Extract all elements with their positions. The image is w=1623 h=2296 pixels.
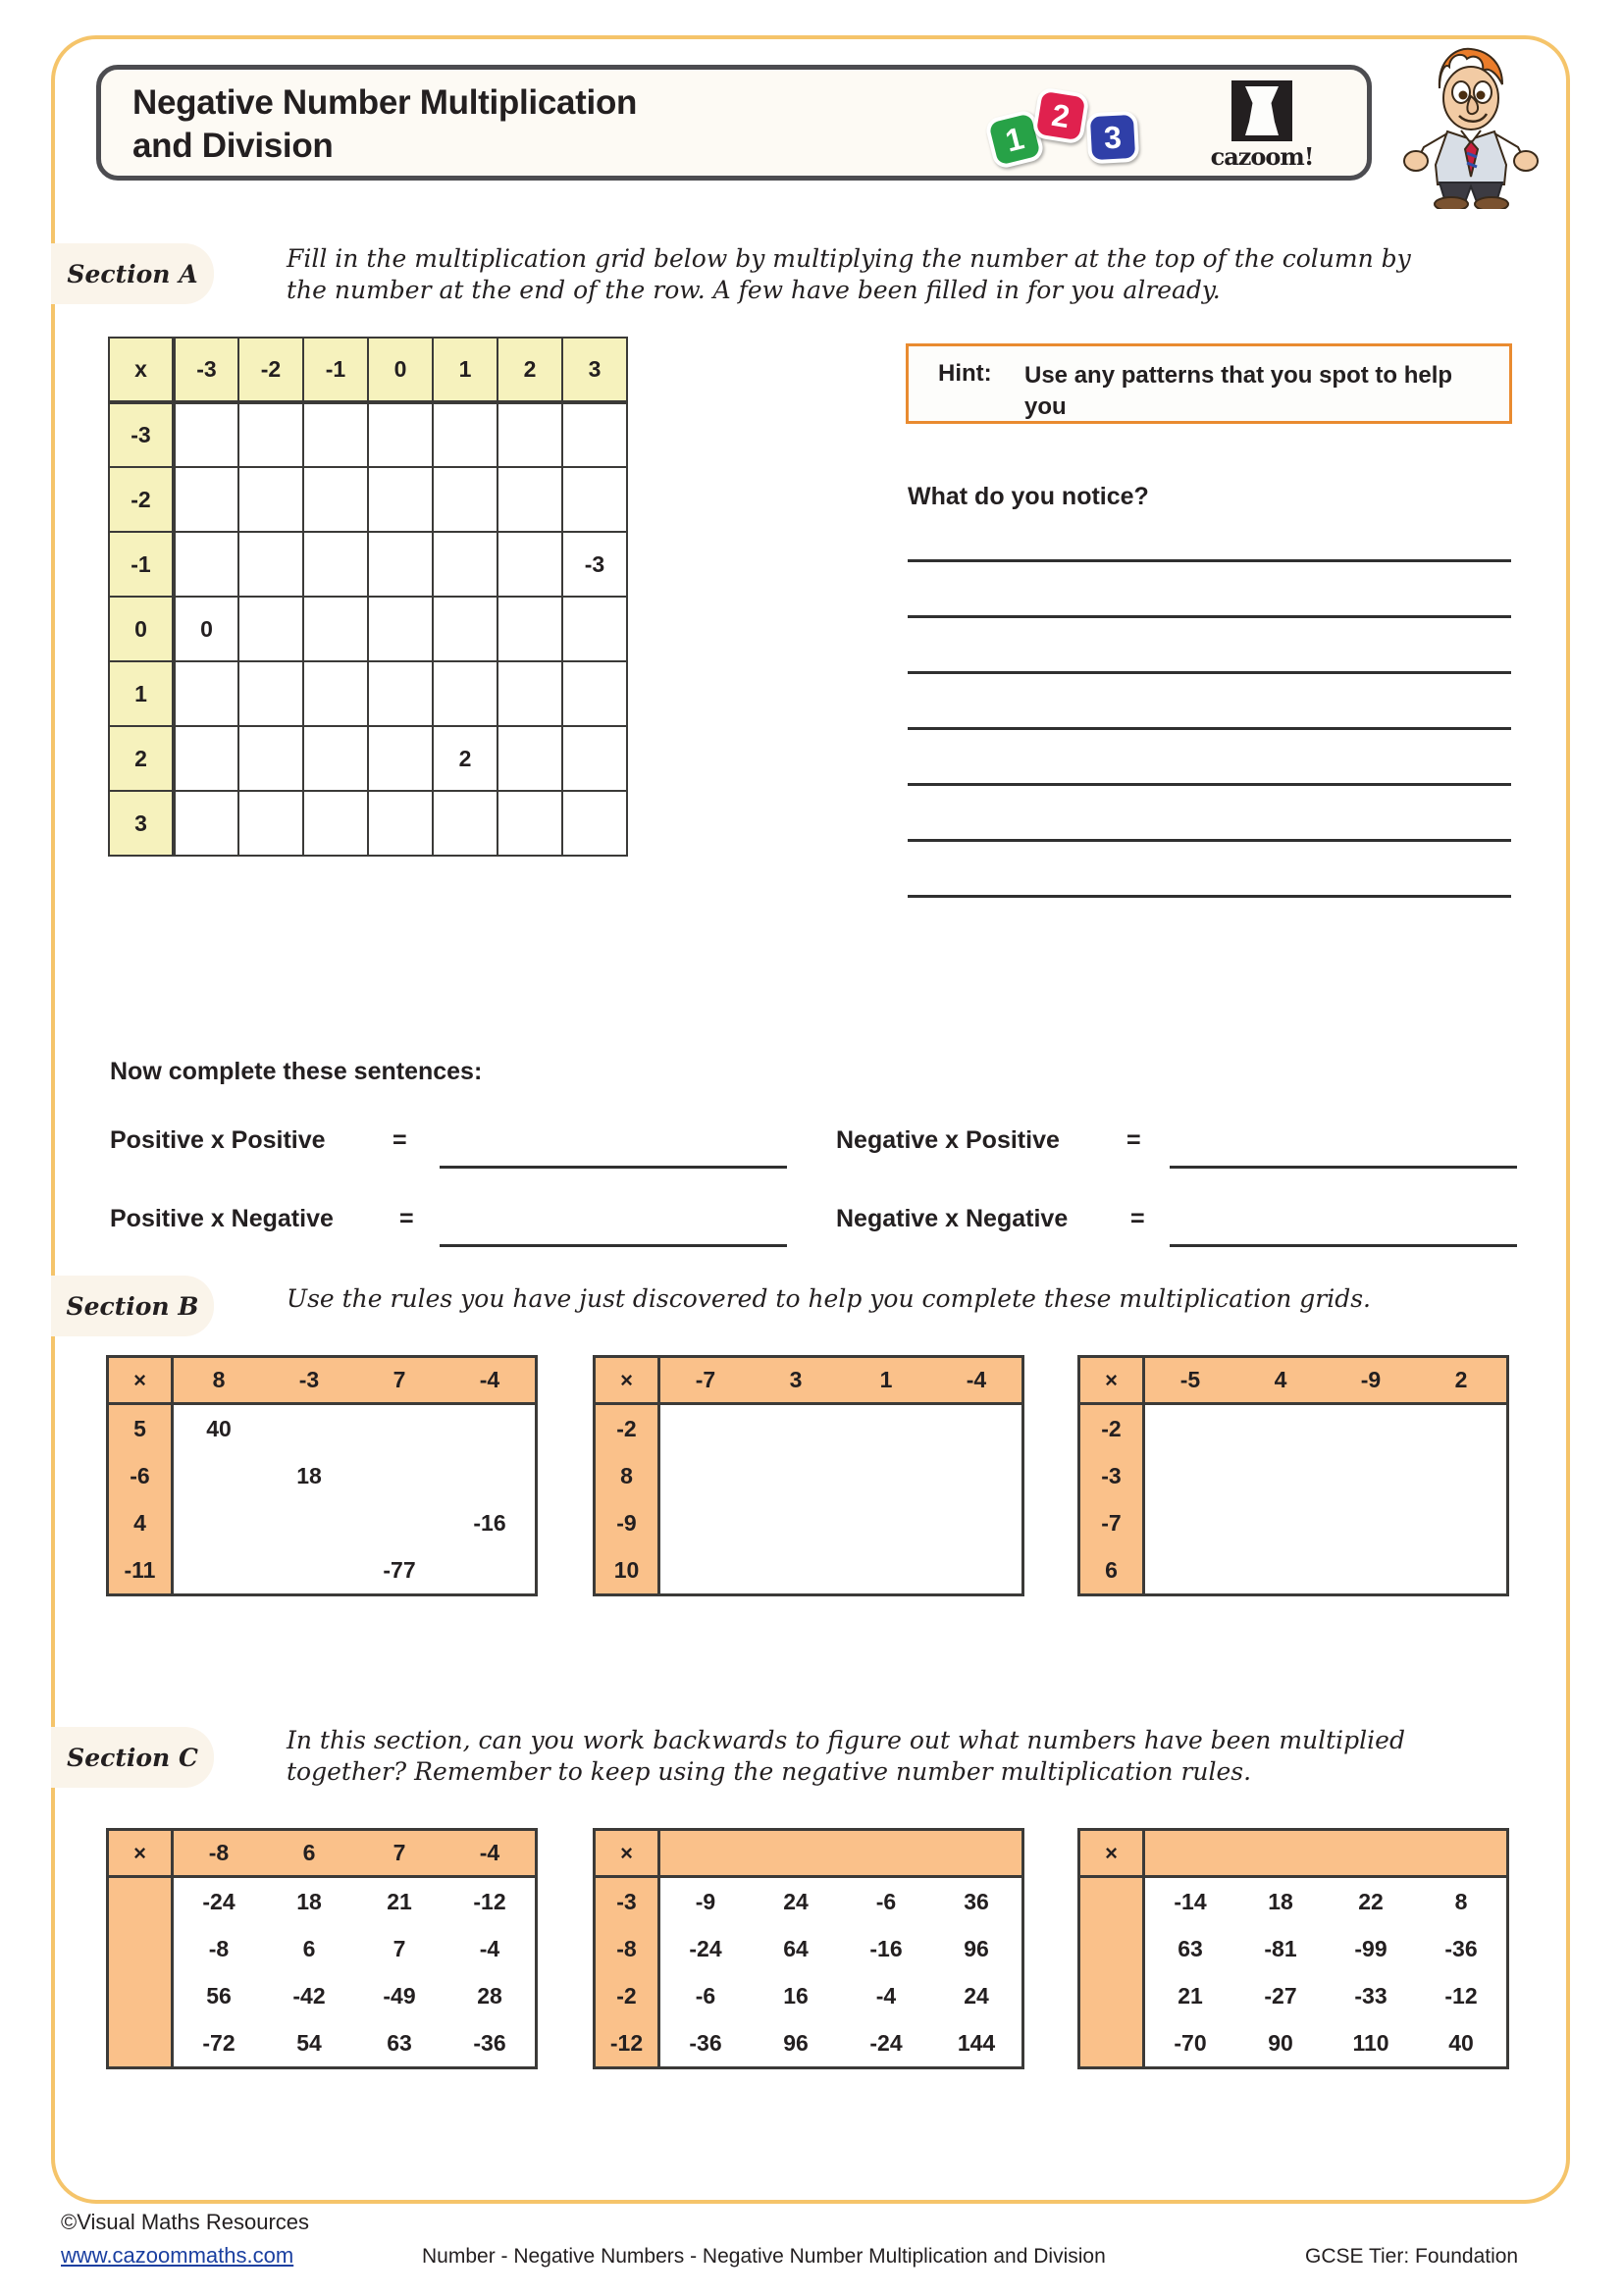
grid-cell-5-3[interactable] [368,726,433,791]
section-c-grid-1-cell-1-2[interactable]: 7 [393,1935,406,1961]
section-b-grid-3-row-header-2[interactable]: -7 [1101,1509,1122,1536]
section-b-grid-1-row-header-1[interactable]: -6 [130,1462,150,1488]
section-c-grid-3-cell-0-0[interactable]: -14 [1174,1888,1207,1914]
section-b-grid-1-cell-2-2[interactable] [354,1499,445,1546]
footer-breadcrumb: Number - Negative Numbers - Negative Number Multiplication and Division [422,2245,1106,2268]
section-c-grid-1-cell-2-0[interactable]: 56 [206,1982,232,2009]
grid-row-header-2: -1 [109,532,174,597]
section-b-grid-2-cell-2-0[interactable] [660,1499,751,1546]
footer [0,2210,1623,2296]
section-a-multiplication-grid[interactable] [108,337,628,857]
sentence-input-neg-neg[interactable] [1170,1244,1517,1247]
grid-cell-0-3[interactable] [368,402,433,467]
section-c-grid-3-row-header-0[interactable] [1080,1878,1142,1925]
grid-cell-5-2[interactable] [303,726,368,791]
grid-cell-2-0[interactable] [174,532,238,597]
section-c-grid-1-cell-3-2[interactable]: 63 [387,2029,412,2056]
sentence-equals-pos-pos: = [393,1126,407,1154]
section-c-grid-1-cell-2-2[interactable]: -49 [383,1982,416,2009]
sentence-input-pos-pos[interactable] [440,1166,787,1169]
grid-cell-0-5[interactable] [497,402,562,467]
grid-cell-6-4[interactable] [433,791,497,856]
section-b-grid-1-cell-3-2[interactable]: -77 [383,1556,416,1583]
section-c-grid-2-row-header-1[interactable]: -8 [616,1935,637,1961]
cazoom-wordmark: cazoom! [1210,142,1314,171]
grid-cell-0-6[interactable] [562,402,627,467]
section-c-grid-2-cell-1-0[interactable]: -24 [689,1935,722,1961]
grid-cell-3-6[interactable] [562,597,627,661]
grid-cell-5-6[interactable] [562,726,627,791]
section-b-grid-2-col-header-0[interactable]: -7 [695,1367,716,1392]
grid-row [109,791,627,856]
section-b-tab: Section B [51,1276,214,1336]
section-b-grid-3-row-header-0[interactable]: -2 [1101,1415,1122,1441]
grid-cell-2-5[interactable] [497,532,562,597]
section-c-grid-3-cell-3-3[interactable]: 40 [1448,2029,1474,2056]
section-c-grid-3-cell-1-2[interactable]: -99 [1354,1935,1387,1961]
section-c-grid-3-row [1145,2019,1506,2066]
grid-cell-4-6[interactable] [562,661,627,726]
section-b-grid-2-cell-2-1[interactable] [751,1499,841,1546]
grid-cell-3-4[interactable] [433,597,497,661]
section-c-instruction: In this section, can you work backwards to figure out what numbers have been multiplied together? Remember to keep using the negative number multiplication rules. [287,1726,1405,1786]
section-c-grid-1-row [174,1925,535,1972]
section-b-grid-2-cell-0-3[interactable] [931,1405,1021,1452]
sentence-label-neg-pos: Negative x Positive [836,1126,1060,1154]
section-b-grid-2-row [660,1405,1021,1452]
section-b-grid-3-row [1145,1546,1506,1593]
answer-line-3[interactable] [908,671,1511,674]
section-b-grid-2-col-header-3[interactable]: -4 [966,1367,987,1392]
section-c-grid-2-row-header-2[interactable]: -2 [616,1982,637,2009]
section-b-grid-1-cell-1-0[interactable] [174,1452,264,1499]
sentence-equals-pos-neg: = [399,1205,414,1232]
section-c-grid-1-col-header-1[interactable]: 6 [302,1840,316,1865]
section-b-grid-2-cell-0-2[interactable] [841,1405,931,1452]
grid-cell-1-2[interactable] [303,467,368,532]
grid-col-header-0: -3 [174,338,238,402]
section-c-grid-2-row [660,1972,1021,2019]
grid-row-header-0: -3 [109,402,174,467]
section-c-grid-3-corner: × [1080,1831,1145,1875]
section-b-grid-2-row-header-0[interactable]: -2 [616,1415,637,1441]
section-c-grid-1-row [174,1878,535,1925]
section-c-grid-1-cell-1-3[interactable]: -4 [479,1935,500,1961]
section-b-grid-3-cell-1-3[interactable] [1416,1452,1506,1499]
section-b-grid-1-col-header-3[interactable]: -4 [479,1367,500,1392]
section-c-grid-1-row [174,1972,535,2019]
section-c-grid-3-cell-1-3[interactable]: -36 [1444,1935,1478,1961]
footer-website-link[interactable]: www.cazoommaths.com [61,2243,294,2268]
grid-row [109,726,627,791]
section-c-grid-1-cell-0-2[interactable]: 21 [387,1888,412,1914]
section-b-grid-3-row [1145,1452,1506,1499]
grid-cell-4-3[interactable] [368,661,433,726]
section-b-grid-2-row [660,1499,1021,1546]
grid-corner: x [109,338,174,402]
grid-row [109,532,627,597]
grid-cell-2-1[interactable] [238,532,303,597]
section-c-grid-3-cell-1-0[interactable]: 63 [1178,1935,1203,1961]
grid-cell-0-1[interactable] [238,402,303,467]
section-b-grid-1-cell-3-3[interactable] [445,1546,535,1593]
section-b-instruction: Use the rules you have just discovered to help you complete these multiplication grids. [287,1284,1371,1313]
section-c-grid-3-row [1145,1972,1506,2019]
teacher-cartoon-icon [1398,37,1545,209]
section-b-grid-3-cell-1-0[interactable] [1145,1452,1235,1499]
section-b-grid-1-cell-2-3[interactable]: -16 [473,1509,506,1536]
grid-cell-4-2[interactable] [303,661,368,726]
section-b-grid-1-corner: × [109,1358,174,1402]
section-b-grid-1-cell-3-0[interactable] [174,1546,264,1593]
section-b-grid-3-row-header-3[interactable]: 6 [1105,1556,1118,1583]
section-b-grid-3-cell-3-2[interactable] [1326,1546,1416,1593]
section-b-grid-1-row [174,1452,535,1499]
grid-cell-1-3[interactable] [368,467,433,532]
section-b-grid-3-cell-0-1[interactable] [1235,1405,1326,1452]
hint-text: Use any patterns that you spot to help you [1024,362,1453,421]
grid-cell-5-4[interactable]: 2 [433,726,497,791]
grid-cell-6-0[interactable] [174,791,238,856]
sentence-equals-neg-pos: = [1126,1126,1141,1154]
section-b-grid-2-row-header-1[interactable]: 8 [620,1462,633,1488]
what-do-you-notice-question: What do you notice? [908,483,1149,510]
section-c-grid-3-row-header-1[interactable] [1080,1925,1142,1972]
section-b-grid-3-col-header-0[interactable]: -5 [1179,1367,1201,1392]
grid-cell-3-1[interactable] [238,597,303,661]
section-c-grid-3-cell-0-2[interactable]: 22 [1358,1888,1384,1914]
section-c-grid-3-cell-1-1[interactable]: -81 [1264,1935,1297,1961]
section-c-grid-2-col-header-0[interactable] [660,1831,751,1875]
sentence-label-pos-neg: Positive x Negative [110,1205,334,1232]
section-c-grid-3-row-header-3[interactable] [1080,2019,1142,2066]
section-b-grid-1-row-header-2[interactable]: 4 [133,1509,146,1536]
section-b-grid-2[interactable] [593,1355,1024,1596]
section-c-grid-3[interactable] [1077,1828,1509,2069]
grid-row-header-5: 2 [109,726,174,791]
section-c-grid-2-cell-2-1[interactable]: 16 [783,1982,809,2009]
section-b-grid-2-cell-3-1[interactable] [751,1546,841,1593]
section-b-grid-1-row [174,1405,535,1452]
grid-cell-6-2[interactable] [303,791,368,856]
section-c-grid-2-col-header-3[interactable] [931,1831,1021,1875]
footer-tier: GCSE Tier: Foundation [1305,2245,1519,2268]
section-c-grid-2-cell-3-1[interactable]: 96 [783,2029,809,2056]
section-b-grid-2-cell-1-1[interactable] [751,1452,841,1499]
block-three-icon: 3 [1086,111,1140,165]
section-c-grid-1-cell-0-1[interactable]: 18 [296,1888,322,1914]
sentence-input-neg-pos[interactable] [1170,1166,1517,1169]
section-b-grid-1-col-header-2[interactable]: 7 [393,1367,406,1392]
section-c-grid-1-cell-1-0[interactable]: -8 [208,1935,230,1961]
section-b-grid-3-row [1145,1405,1506,1452]
section-b-grid-3[interactable] [1077,1355,1509,1596]
answer-line-1[interactable] [908,559,1511,562]
section-c-grid-1-row-header-0[interactable] [109,1878,171,1925]
grid-row-header-6: 3 [109,791,174,856]
section-c-grid-1-row-header-1[interactable] [109,1925,171,1972]
grid-cell-1-6[interactable] [562,467,627,532]
section-b-grid-3-cell-3-0[interactable] [1145,1546,1235,1593]
sentence-equals-neg-neg: = [1130,1205,1145,1232]
section-c-grid-1[interactable] [106,1828,538,2069]
section-c-grid-3-cell-3-0[interactable]: -70 [1174,2029,1207,2056]
section-c-grid-2-cell-3-2[interactable]: -24 [869,2029,903,2056]
hint-label: Hint: [938,360,992,387]
answer-line-7[interactable] [908,895,1511,898]
grid-col-header-1: -2 [238,338,303,402]
section-c-grid-3-col-header-1[interactable] [1235,1831,1326,1875]
section-b-grid-1-row [174,1499,535,1546]
section-b-grid-3-cell-2-1[interactable] [1235,1499,1326,1546]
section-b-grid-3-cell-3-3[interactable] [1416,1546,1506,1593]
section-a-instruction: Fill in the multiplication grid below by multiplying the number at the top of the column by the number at the end of the row. A few have been filled in for you already. [287,244,1411,304]
grid-cell-2-6[interactable]: -3 [562,532,627,597]
section-b-grid-1-cell-2-1[interactable] [264,1499,354,1546]
section-b-grid-1-cell-2-0[interactable] [174,1499,264,1546]
section-c-grid-3-row [1145,1878,1506,1925]
section-b-grid-3-cell-1-1[interactable] [1235,1452,1326,1499]
grid-cell-4-0[interactable] [174,661,238,726]
grid-col-header-5: 2 [497,338,562,402]
section-b-grid-3-cell-2-2[interactable] [1326,1499,1416,1546]
section-b-grid-1-cell-1-1[interactable]: 18 [296,1462,322,1488]
section-c-grid-3-row [1145,1925,1506,1972]
section-b-grid-2-row [660,1452,1021,1499]
section-c-grid-3-cell-3-2[interactable]: 110 [1352,2029,1389,2056]
section-c-grid-2-row [660,1878,1021,1925]
section-c-grid-2-cell-0-0[interactable]: -9 [695,1888,716,1914]
grid-row-header-4: 1 [109,661,174,726]
section-b-grid-1-cell-0-0[interactable]: 40 [206,1415,232,1441]
answer-line-6[interactable] [908,839,1511,842]
answer-line-2[interactable] [908,615,1511,618]
grid-col-header-4: 1 [433,338,497,402]
section-b-grid-2-col-header-1[interactable]: 3 [789,1367,803,1392]
section-b-grid-2-cell-2-3[interactable] [931,1499,1021,1546]
grid-cell-6-1[interactable] [238,791,303,856]
section-b-grid-3-row-header-1[interactable]: -3 [1101,1462,1122,1488]
grid-cell-1-0[interactable] [174,467,238,532]
section-c-grid-2-cell-2-0[interactable]: -6 [695,1982,716,2009]
section-b-grid-2-cell-0-1[interactable] [751,1405,841,1452]
section-b-grid-1-cell-3-1[interactable] [264,1546,354,1593]
section-c-grid-2-row-header-3[interactable]: -12 [609,2029,644,2056]
section-c-grid-2-row-header-0[interactable]: -3 [616,1888,637,1914]
section-b-grid-3-col-header-2[interactable]: -9 [1360,1367,1382,1392]
grid-col-header-2: -1 [303,338,368,402]
grid-row [109,402,627,467]
section-c-grid-2-cell-0-1[interactable]: 24 [783,1888,809,1914]
grid-cell-5-1[interactable] [238,726,303,791]
section-c-grid-2-row [660,1925,1021,1972]
section-b-grid-1-cell-0-3[interactable] [445,1405,535,1452]
grid-cell-0-4[interactable] [433,402,497,467]
block-two-icon: 2 [1031,86,1089,144]
section-c-grid-2-col-header-1[interactable] [751,1831,841,1875]
section-b-grid-1-row-header-3[interactable]: -11 [124,1556,156,1583]
section-c-grid-1-row-header-2[interactable] [109,1972,171,2019]
grid-cell-4-1[interactable] [238,661,303,726]
sentence-input-pos-neg[interactable] [440,1244,787,1247]
grid-cell-4-5[interactable] [497,661,562,726]
grid-cell-2-2[interactable] [303,532,368,597]
grid-row-header-1: -2 [109,467,174,532]
section-c-grid-3-cell-0-3[interactable]: 8 [1454,1888,1468,1914]
section-c-grid-2-cell-1-2[interactable]: -16 [869,1935,903,1961]
section-c-grid-1-cell-0-0[interactable]: -24 [202,1888,236,1914]
section-b-grid-3-cell-3-1[interactable] [1235,1546,1326,1593]
section-b-grid-1[interactable] [106,1355,538,1596]
section-b-grid-2-cell-1-0[interactable] [660,1452,751,1499]
grid-row [109,467,627,532]
section-b-grid-3-cell-0-0[interactable] [1145,1405,1235,1452]
section-c-grid-3-col-header-0[interactable] [1145,1831,1235,1875]
section-b-grid-2-cell-3-0[interactable] [660,1546,751,1593]
section-b-grid-1-col-header-0[interactable]: 8 [212,1367,226,1392]
section-c-grid-2-cell-3-0[interactable]: -36 [689,2029,722,2056]
section-c-tab: Section C [51,1727,214,1788]
section-b-grid-2-row-header-2[interactable]: -9 [616,1509,637,1536]
section-b-grid-3-cell-0-2[interactable] [1326,1405,1416,1452]
grid-cell-0-0[interactable] [174,402,238,467]
section-b-grid-2-row-header-3[interactable]: 10 [613,1556,640,1583]
grid-col-header-3: 0 [368,338,433,402]
section-c-grid-2-col-header-2[interactable] [841,1831,931,1875]
section-c-grid-1-cell-3-0[interactable]: -72 [202,2029,236,2056]
section-b-grid-2-cell-3-3[interactable] [931,1546,1021,1593]
section-c-grid-1-corner: × [109,1831,174,1875]
section-b-grid-1-cell-1-3[interactable] [445,1452,535,1499]
grid-cell-0-2[interactable] [303,402,368,467]
section-c-grid-2-row [660,2019,1021,2066]
cazoom-logo [1203,80,1321,175]
section-b-grid-1-row [174,1546,535,1593]
section-b-grid-1-cell-0-1[interactable] [264,1405,354,1452]
section-c-grid-2-corner: × [596,1831,660,1875]
section-c-grid-3-cell-2-2[interactable]: -33 [1354,1982,1387,2009]
section-c-grid-1-col-header-3[interactable]: -4 [479,1840,500,1865]
grid-cell-6-3[interactable] [368,791,433,856]
section-c-grid-3-row-header-2[interactable] [1080,1972,1142,2019]
section-c-grid-1-cell-3-3[interactable]: -36 [473,2029,506,2056]
section-c-grid-2-cell-1-1[interactable]: 64 [783,1935,809,1961]
grid-row-header-3: 0 [109,597,174,661]
section-c-grid-1-col-header-0[interactable]: -8 [208,1840,230,1865]
sentence-label-neg-neg: Negative x Negative [836,1205,1069,1232]
grid-row [109,661,627,726]
footer-copyright: ©Visual Maths Resources [61,2210,310,2234]
section-c-grid-2-cell-1-3[interactable]: 96 [964,1935,989,1961]
grid-cell-6-6[interactable] [562,791,627,856]
grid-cell-3-3[interactable] [368,597,433,661]
section-c-grid-3-cell-0-1[interactable]: 18 [1268,1888,1293,1914]
hint-box [906,343,1512,424]
section-b-grid-2-row [660,1546,1021,1593]
section-c-grid-3-cell-2-3[interactable]: -12 [1444,1982,1478,2009]
grid-cell-1-4[interactable] [433,467,497,532]
section-c-grid-3-cell-2-1[interactable]: -27 [1264,1982,1297,2009]
section-b-grid-3-cell-2-3[interactable] [1416,1499,1506,1546]
section-b-grid-2-corner: × [596,1358,660,1402]
grid-cell-5-0[interactable] [174,726,238,791]
section-c-grid-2-cell-0-2[interactable]: -6 [875,1888,897,1914]
page-title: Negative Number Multiplication and Division [132,83,638,165]
section-b-grid-2-cell-0-0[interactable] [660,1405,751,1452]
section-b-grid-2-cell-2-2[interactable] [841,1499,931,1546]
grid-cell-6-5[interactable] [497,791,562,856]
section-b-grid-3-col-header-1[interactable]: 4 [1274,1367,1287,1392]
grid-cell-4-4[interactable] [433,661,497,726]
section-c-grid-3-col-header-3[interactable] [1416,1831,1506,1875]
section-b-grid-3-row [1145,1499,1506,1546]
grid-cell-3-0[interactable]: 0 [174,597,238,661]
section-a-tab: Section A [51,243,214,304]
grid-cell-5-5[interactable] [497,726,562,791]
cazoom-mark-icon [1231,80,1292,141]
sentence-label-pos-pos: Positive x Positive [110,1126,326,1154]
section-b-grid-3-cell-0-3[interactable] [1416,1405,1506,1452]
section-b-grid-3-corner: × [1080,1358,1145,1402]
section-b-grid-2-col-header-2[interactable]: 1 [879,1367,893,1392]
answer-line-4[interactable] [908,727,1511,730]
grid-cell-3-5[interactable] [497,597,562,661]
section-c-grid-2-cell-3-3[interactable]: 144 [957,2029,996,2056]
section-c-grid-1-cell-1-1[interactable]: 6 [302,1935,316,1961]
section-c-grid-2-cell-2-2[interactable]: -4 [875,1982,897,2009]
grid-cell-2-4[interactable] [433,532,497,597]
section-c-grid-3-cell-2-0[interactable]: 21 [1178,1982,1203,2009]
section-c-grid-1-row [174,2019,535,2066]
grid-cell-1-5[interactable] [497,467,562,532]
section-c-grid-1-cell-3-1[interactable]: 54 [296,2029,322,2056]
section-c-grid-1-cell-2-1[interactable]: -42 [292,1982,326,2009]
section-b-grid-3-cell-1-2[interactable] [1326,1452,1416,1499]
section-b-grid-1-cell-0-2[interactable] [354,1405,445,1452]
section-c-grid-3-cell-3-1[interactable]: 90 [1268,2029,1293,2056]
section-c-grid-2-cell-2-3[interactable]: 24 [964,1982,989,2009]
section-c-grid-3-col-header-2[interactable] [1326,1831,1416,1875]
section-b-grid-2-cell-1-3[interactable] [931,1452,1021,1499]
section-b-grid-3-cell-2-0[interactable] [1145,1499,1235,1546]
sentences-heading: Now complete these sentences: [110,1058,483,1085]
grid-cell-3-2[interactable] [303,597,368,661]
section-b-grid-2-cell-1-2[interactable] [841,1452,931,1499]
section-c-grid-1-col-header-2[interactable]: 7 [393,1840,406,1865]
section-b-grid-1-col-header-1[interactable]: -3 [298,1367,320,1392]
section-c-grid-1-cell-0-3[interactable]: -12 [473,1888,506,1914]
section-b-grid-1-cell-1-2[interactable] [354,1452,445,1499]
block-one-icon: 1 [983,108,1045,170]
grid-col-header-6: 3 [562,338,627,402]
section-b-grid-2-cell-3-2[interactable] [841,1546,931,1593]
grid-cell-1-1[interactable] [238,467,303,532]
section-c-grid-2-cell-0-3[interactable]: 36 [964,1888,989,1914]
grid-row [109,597,627,661]
section-c-grid-1-row-header-3[interactable] [109,2019,171,2066]
section-c-grid-1-cell-2-3[interactable]: 28 [477,1982,502,2009]
section-c-grid-2[interactable] [593,1828,1024,2069]
section-b-grid-1-row-header-0[interactable]: 5 [133,1415,146,1441]
section-b-grid-3-col-header-3[interactable]: 2 [1454,1367,1468,1392]
answer-line-5[interactable] [908,783,1511,786]
grid-cell-2-3[interactable] [368,532,433,597]
number-blocks-logo [989,88,1185,167]
